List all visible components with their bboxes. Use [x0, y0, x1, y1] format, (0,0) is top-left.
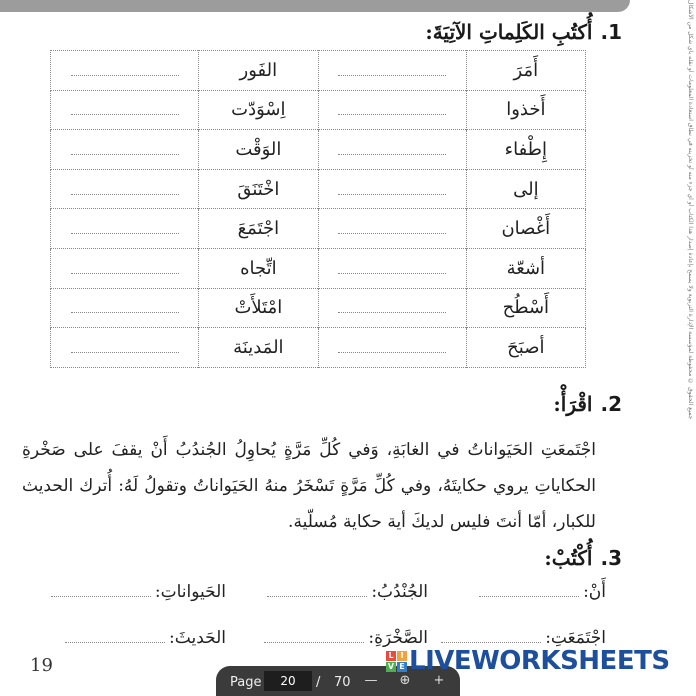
fill-item	[51, 582, 226, 602]
word-b-cell: المَدينَة	[199, 328, 318, 368]
word-row	[51, 169, 586, 209]
word-a-cell: أَسْطُح	[466, 288, 585, 328]
answer-cell[interactable]	[318, 209, 466, 249]
answer-blank[interactable]	[71, 140, 179, 155]
question-1-heading	[425, 20, 622, 44]
answer-blank[interactable]	[71, 219, 179, 234]
page-input[interactable]	[264, 671, 312, 691]
fill-label: الجُنْدُبُ:	[371, 582, 428, 602]
zoom-in-button[interactable]: +	[433, 673, 445, 688]
answer-cell[interactable]	[51, 328, 199, 368]
answer-blank[interactable]	[71, 338, 179, 353]
answer-blank[interactable]	[338, 100, 446, 115]
answer-cell[interactable]	[318, 90, 466, 130]
answer-blank[interactable]	[338, 298, 446, 313]
word-b-cell: امْتَلأَتْ	[199, 288, 318, 328]
answer-blank[interactable]	[264, 630, 364, 643]
word-a-cell: إِطْفاء	[466, 130, 585, 170]
answer-blank[interactable]	[338, 61, 446, 76]
fill-item	[267, 582, 428, 602]
top-banner	[0, 0, 630, 12]
answer-cell[interactable]	[318, 51, 466, 91]
logo-mark	[386, 651, 407, 672]
fill-item	[65, 628, 226, 648]
total-pages: 70	[334, 675, 351, 690]
answer-blank[interactable]	[71, 100, 179, 115]
zoom-icon[interactable]: ⊕	[399, 673, 411, 688]
word-b-cell: الفَور	[199, 51, 318, 91]
fill-label: اجْتَمَعَتِ:	[545, 628, 606, 648]
word-b-cell: اتِّجاه	[199, 248, 318, 288]
answer-cell[interactable]	[51, 288, 199, 328]
answer-cell[interactable]	[51, 169, 199, 209]
question-title: اقْرَأْ:	[553, 392, 593, 416]
page-separator: /	[316, 675, 321, 690]
fill-item	[441, 628, 606, 648]
word-a-cell: أصبَحَ	[466, 328, 585, 368]
word-b-cell: اجْتَمَعَ	[199, 209, 318, 249]
answer-blank[interactable]	[71, 259, 179, 274]
answer-cell[interactable]	[318, 130, 466, 170]
answer-cell[interactable]	[51, 248, 199, 288]
word-row	[51, 130, 586, 170]
logo-letter: E	[397, 662, 407, 672]
word-b-cell: اخْتَنَقَ	[199, 169, 318, 209]
question-number: 3.	[600, 546, 622, 570]
fill-label: أَنْ:	[583, 582, 606, 602]
answer-blank[interactable]	[441, 630, 541, 643]
question-number: 2.	[600, 392, 622, 416]
word-row	[51, 90, 586, 130]
word-row	[51, 288, 586, 328]
answer-blank[interactable]	[338, 259, 446, 274]
word-a-cell: إلى	[466, 169, 585, 209]
answer-blank[interactable]	[479, 584, 579, 597]
fill-item	[264, 628, 428, 648]
word-a-cell: أَمَرَ	[466, 51, 585, 91]
answer-blank[interactable]	[65, 630, 165, 643]
fill-label: الحَيواناتِ:	[154, 582, 226, 602]
question-number: 1.	[600, 20, 622, 44]
answer-cell[interactable]	[318, 288, 466, 328]
word-a-cell: أَغْصان	[466, 209, 585, 249]
answer-blank[interactable]	[338, 180, 446, 195]
word-row	[51, 248, 586, 288]
answer-blank[interactable]	[267, 584, 367, 597]
answer-cell[interactable]	[318, 328, 466, 368]
word-b-cell: الوَقْت	[199, 130, 318, 170]
answer-blank[interactable]	[71, 298, 179, 313]
logo-letter: L	[386, 651, 396, 661]
reading-paragraph: اجْتَمعَتِ الحَيَواناتُ في الغابَةِ، وَفي كُلِّ مَرَّةٍ يُحاوِلُ الجُندُبُ أَنْ يقفَ على صَخْرةِ الحكاياتِ يروي حكايتَهُ، وفي كُلِّ مَرَّةٍ تَسْخَرُ منهُ الحَيَواناتُ وتقولُ لَهُ: أُترك الحديث للكبار، أمّا أنتَ فليس لديكَ أية حكاية مُسلّية.	[22, 440, 596, 532]
fill-item	[479, 582, 606, 602]
question-2-heading	[553, 392, 622, 416]
word-b-cell: اِسْوَدّت	[199, 90, 318, 130]
answer-cell[interactable]	[51, 90, 199, 130]
fill-label: الصَّخْرَةِ:	[368, 628, 428, 648]
word-row	[51, 51, 586, 91]
answer-cell[interactable]	[51, 209, 199, 249]
page-number: 19	[30, 655, 53, 676]
answer-blank[interactable]	[71, 180, 179, 195]
answer-cell[interactable]	[51, 51, 199, 91]
answer-blank[interactable]	[71, 61, 179, 76]
zoom-out-button[interactable]: —	[364, 673, 378, 688]
fill-label: الحَديثَ:	[169, 628, 226, 648]
liveworksheets-logo	[386, 646, 670, 676]
answer-cell[interactable]	[51, 130, 199, 170]
logo-text: LIVEWORKSHEETS	[409, 646, 670, 676]
word-a-cell: أَخذوا	[466, 90, 585, 130]
question-3-heading	[544, 546, 622, 570]
page-label: Page	[230, 675, 262, 690]
answer-blank[interactable]	[338, 219, 446, 234]
answer-blank[interactable]	[338, 140, 446, 155]
question-title: أُكْتُبْ:	[544, 546, 593, 570]
words-table	[50, 50, 586, 368]
question-title: أُكتُبِ الكَلِماتِ الآتِيَةَ:	[425, 20, 593, 44]
word-row	[51, 328, 586, 368]
logo-letter: V	[387, 661, 395, 671]
answer-cell[interactable]	[318, 248, 466, 288]
copyright-side-note: جميع الحقوق © محفوظة لمؤسسة الإدارة التربوية ولا يسمح بإعادة إصدار هذا الكتاب أو أي جزء منه أو تخزينه في نطاق استعادة المعلومات أو نقله بأي شكل من الأشكال	[687, 0, 694, 420]
answer-cell[interactable]	[318, 169, 466, 209]
word-a-cell: أشعّة	[466, 248, 585, 288]
answer-blank[interactable]	[51, 584, 151, 597]
word-row	[51, 209, 586, 249]
answer-blank[interactable]	[338, 338, 446, 353]
logo-letter: I	[397, 651, 407, 661]
